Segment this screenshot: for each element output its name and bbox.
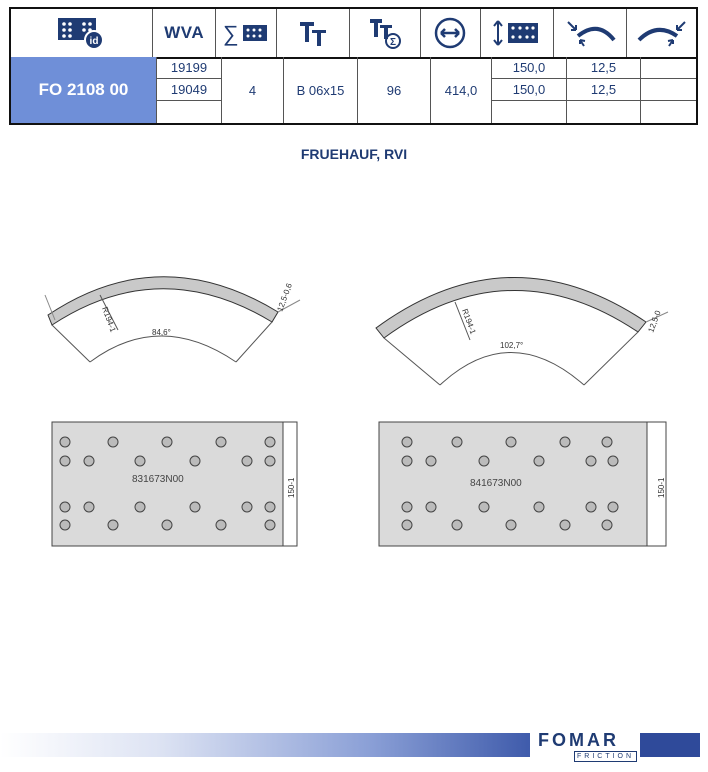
right-thickness-label: 12,5-0	[646, 309, 663, 334]
wva-column	[156, 57, 221, 123]
rivet-value: B 06x15	[296, 82, 345, 98]
sum-pads-icon	[216, 9, 277, 57]
footer-gradient-bar	[0, 733, 530, 757]
product-id-icon	[11, 9, 153, 57]
right-radius-label: R194-1	[460, 307, 478, 336]
wva-header-label: WVA	[164, 23, 205, 42]
wva-number-3	[157, 101, 221, 123]
spec-table	[9, 7, 698, 125]
width-value-3	[492, 101, 566, 123]
thickness-inner-icon	[554, 9, 626, 57]
wva-number-1: 19199	[157, 57, 221, 79]
width-value-1: 150,0	[492, 57, 566, 79]
thickness-inner-column	[566, 57, 640, 123]
svg-text:id: id	[89, 36, 99, 47]
wva-header	[153, 9, 217, 57]
left-width-label: 150-1	[287, 477, 296, 498]
left-radius-label: R194-1	[100, 305, 118, 334]
right-part-number: 841673N00	[470, 478, 522, 489]
technical-drawing	[0, 240, 708, 560]
thickness-outer-column	[640, 57, 696, 123]
width-value-2: 150,0	[492, 79, 566, 101]
data-area	[11, 57, 696, 123]
quantity-column	[221, 57, 283, 123]
left-angle-label: 84,6°	[152, 328, 171, 337]
rivet-total-column	[357, 57, 430, 123]
thickness-outer-1	[641, 57, 696, 79]
rivet-total-value: 96	[386, 82, 402, 98]
length-value: 414,0	[444, 82, 478, 98]
left-part-number: 831673N00	[132, 474, 184, 485]
thickness-outer-icon	[627, 9, 696, 57]
header-row	[11, 9, 696, 59]
length-icon	[421, 9, 481, 57]
right-angle-label: 102,7°	[500, 341, 524, 350]
rivet-sum-icon	[350, 9, 421, 57]
product-code: FO 2108 00	[11, 57, 156, 123]
left-arc-profile	[45, 277, 300, 362]
length-column	[430, 57, 491, 123]
thickness-outer-2	[641, 79, 696, 101]
left-thickness-label: 12,5-0,6	[275, 282, 294, 313]
brand-logo: FOMAR	[538, 730, 619, 750]
svg-text:∑: ∑	[223, 21, 239, 46]
wva-number-2: 19049	[157, 79, 221, 101]
brand-tagline: FRICTION	[574, 751, 637, 762]
quantity-value: 4	[248, 82, 257, 98]
rivet-column	[283, 57, 357, 123]
thickness-inner-3	[567, 101, 640, 123]
thickness-outer-3	[641, 101, 696, 123]
footer-accent-bar	[640, 733, 700, 757]
width-column	[491, 57, 566, 123]
svg-text:Σ: Σ	[389, 37, 396, 48]
right-width-label: 150-1	[657, 477, 666, 498]
width-icon	[481, 9, 554, 57]
thickness-inner-2: 12,5	[567, 79, 640, 101]
thickness-inner-1: 12,5	[567, 57, 640, 79]
application-title: FRUEHAUF, RVI	[300, 146, 408, 162]
right-pad-view	[379, 422, 666, 546]
rivet-icon	[277, 9, 349, 57]
right-arc-profile	[376, 277, 668, 385]
